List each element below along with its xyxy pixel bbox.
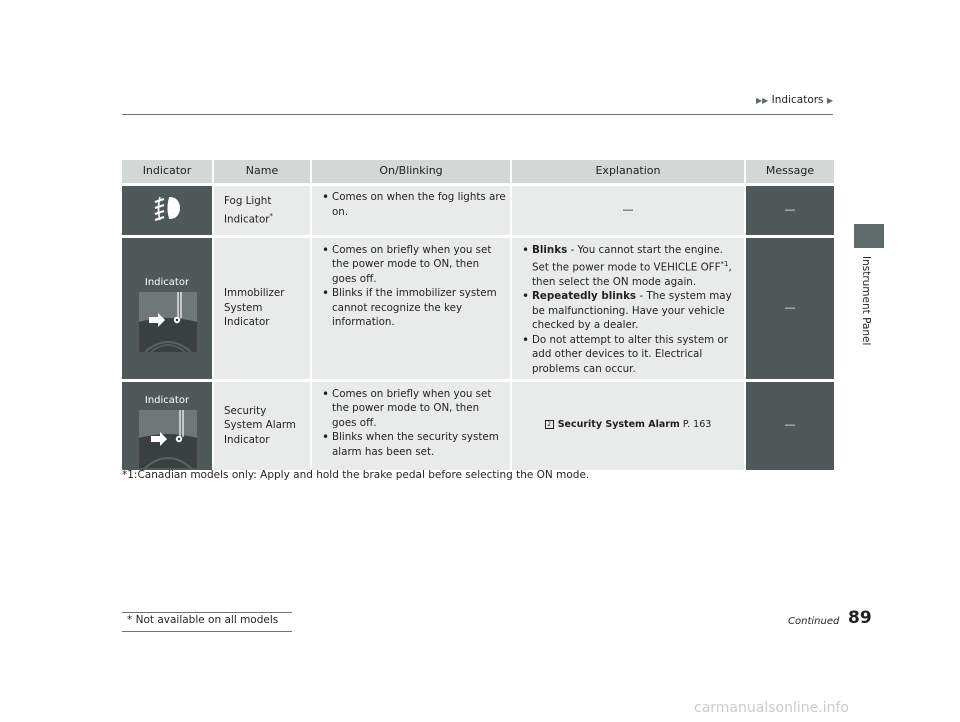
column-header: Explanation (510, 160, 744, 183)
column-header: On/Blinking (310, 160, 510, 183)
on-blinking-cell (310, 238, 510, 379)
fog-light-icon (122, 186, 212, 230)
continued-label: Continued (788, 616, 840, 627)
column-header: Indicator (122, 160, 212, 183)
explanation-cell (510, 238, 744, 379)
on-blinking-item: • Comes on briefly when you set the power mode to ON, then goes off. (322, 243, 506, 287)
table-row (122, 382, 834, 470)
explanation-cell: — (510, 186, 744, 235)
message-cell: — (744, 186, 834, 235)
indicator-name: Fog Light Indicator* (212, 186, 310, 235)
on-blinking-item: • Comes on when the fog lights are on. (322, 190, 506, 219)
section-tab-label: Instrument Panel (860, 256, 872, 346)
footer-rule (122, 631, 292, 632)
reference-arrow-icon: 2 (545, 420, 554, 429)
footnote-mark[interactable]: *1 (720, 260, 729, 268)
breadcrumb (756, 94, 833, 106)
fog-light-indicator-cell (122, 186, 212, 235)
on-blinking-cell (310, 382, 510, 470)
indicator-name: Security System Alarm Indicator (212, 382, 310, 470)
indicator-name: Immobilizer System Indicator (212, 238, 310, 379)
indicator-table (122, 157, 834, 473)
cross-reference-link[interactable]: 2 Security System Alarm P. 163 (545, 419, 712, 430)
on-blinking-item: • Comes on briefly when you set the power mode to ON, then goes off. (322, 387, 506, 431)
message-cell: — (744, 382, 834, 470)
section-tab (854, 224, 884, 248)
footnote-mark[interactable]: * (269, 211, 274, 220)
indicator-callout-label: Indicator (144, 394, 190, 406)
column-header: Message (744, 160, 834, 183)
breadcrumb-arrow-icon: ▶ (826, 96, 834, 105)
table-header-row (122, 160, 834, 183)
explanation-item: • Repeatedly blinks - The system may be malfunctioning. Have your vehicle checked by a dealer. (522, 289, 740, 333)
message-cell: — (744, 238, 834, 379)
watermark: carmanualsonline.info (694, 700, 849, 716)
explanation-item: • Do not attempt to alter this system or add other devices to it. Electrical problems can occur. (522, 333, 740, 377)
availability-note: * Not available on all models (127, 614, 279, 626)
security-gauge-icon (139, 410, 197, 468)
immobilizer-indicator-cell (122, 238, 212, 379)
on-blinking-item: • Blinks when the security system alarm has been set. (322, 430, 506, 459)
security-indicator-cell (122, 382, 212, 470)
immobilizer-gauge-icon (139, 292, 197, 352)
page-number: 89 (848, 608, 872, 628)
table-footnote: *1:Canadian models only: Apply and hold the brake pedal before selecting the ON mode. (122, 469, 590, 481)
footer-rule (122, 612, 292, 613)
table-row (122, 186, 834, 235)
column-header: Name (212, 160, 310, 183)
header-rule (122, 114, 833, 115)
on-blinking-item: • Blinks if the immobilizer system cannot recognize the key information. (322, 286, 506, 330)
table-row (122, 238, 834, 379)
on-blinking-cell (310, 186, 510, 235)
breadcrumb-arrow-icon: ▶▶ (756, 96, 769, 105)
explanation-cell (510, 382, 744, 470)
explanation-item: • Blinks - You cannot start the engine. Set the power mode to VEHICLE OFF$^{*1}$, then select the ON mode again. (522, 243, 740, 290)
indicator-callout-label: Indicator (144, 276, 190, 288)
breadcrumb-current[interactable]: Indicators (771, 94, 824, 106)
